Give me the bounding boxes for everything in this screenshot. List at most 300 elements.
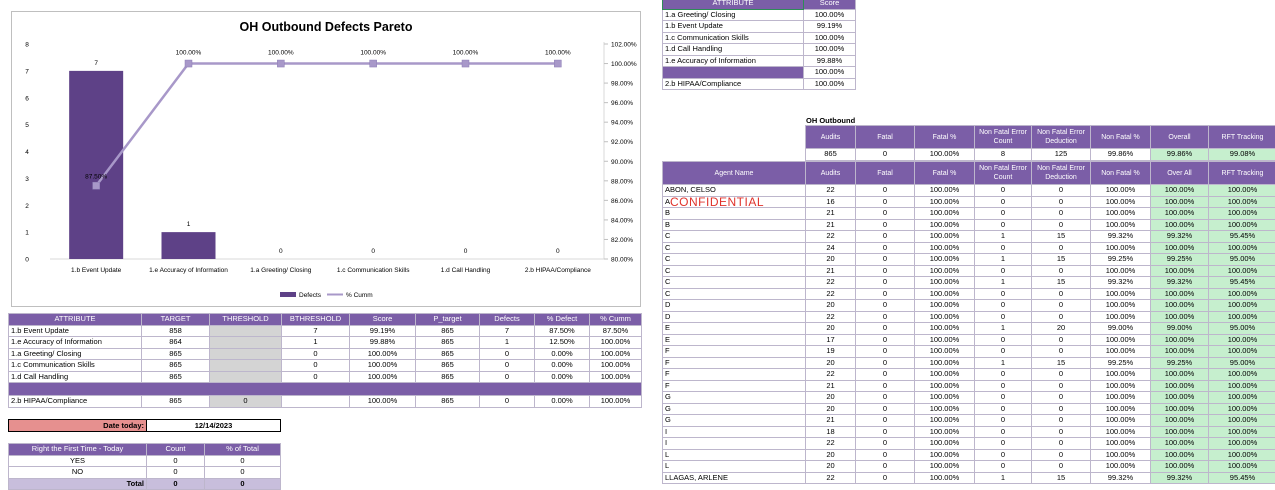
- attr-cell[interactable]: 0.00%: [535, 348, 590, 360]
- agent-cell[interactable]: 0: [1032, 346, 1091, 358]
- agent-cell[interactable]: 0: [1032, 380, 1091, 392]
- agent-cell[interactable]: 19: [806, 346, 856, 358]
- agent-cell[interactable]: 100.00%: [915, 323, 975, 335]
- rft-yes-pct[interactable]: 0: [205, 455, 281, 467]
- agent-cell[interactable]: 99.00%: [1091, 323, 1151, 335]
- agent-cell[interactable]: 0: [1032, 265, 1091, 277]
- agent-name[interactable]: C: [663, 254, 806, 266]
- agent-cell[interactable]: 100.00%: [1091, 380, 1151, 392]
- attr-cell[interactable]: 87.50%: [535, 325, 590, 337]
- summary-value[interactable]: 99.86%: [1151, 149, 1209, 161]
- agent-name[interactable]: C: [663, 265, 806, 277]
- agent-cell[interactable]: 100.00%: [1091, 288, 1151, 300]
- attr-cell[interactable]: 865: [142, 348, 210, 360]
- agent-cell[interactable]: 100.00%: [1091, 300, 1151, 312]
- attr-cell[interactable]: 0: [282, 360, 350, 372]
- agent-cell[interactable]: 100.00%: [915, 196, 975, 208]
- agent-name[interactable]: C: [663, 288, 806, 300]
- agent-cell[interactable]: 24: [806, 242, 856, 254]
- agent-name[interactable]: C: [663, 242, 806, 254]
- agent-name[interactable]: B: [663, 219, 806, 231]
- agent-cell[interactable]: 99.25%: [1091, 357, 1151, 369]
- agent-cell[interactable]: 22: [806, 311, 856, 323]
- agent-cell[interactable]: 22: [806, 185, 856, 197]
- agent-cell[interactable]: 0: [975, 461, 1032, 473]
- attr-cell[interactable]: 100.00%: [590, 337, 642, 349]
- summary-value[interactable]: 99.08%: [1209, 149, 1275, 161]
- agent-cell[interactable]: 0: [1032, 185, 1091, 197]
- agent-cell[interactable]: 100.00%: [915, 357, 975, 369]
- attr-cell[interactable]: 865: [416, 396, 480, 408]
- agent-cell[interactable]: 20: [806, 357, 856, 369]
- agent-cell[interactable]: 0: [856, 277, 915, 289]
- agent-name[interactable]: G: [663, 392, 806, 404]
- attr-cell[interactable]: 858: [142, 325, 210, 337]
- agent-cell[interactable]: 21: [806, 415, 856, 427]
- attr-cell[interactable]: [282, 396, 350, 408]
- agent-cell[interactable]: 100.00%: [915, 277, 975, 289]
- agent-cell[interactable]: 0: [1032, 311, 1091, 323]
- agent-cell[interactable]: 100.00%: [1209, 300, 1275, 312]
- agent-cell[interactable]: 100.00%: [915, 288, 975, 300]
- agent-cell[interactable]: 0: [975, 311, 1032, 323]
- agent-cell[interactable]: 15: [1032, 254, 1091, 266]
- agent-cell[interactable]: 22: [806, 438, 856, 450]
- agent-cell[interactable]: 0: [975, 380, 1032, 392]
- agent-cell[interactable]: 0: [856, 254, 915, 266]
- attr-cell[interactable]: 100.00%: [590, 371, 642, 383]
- attr-cell[interactable]: 865: [142, 396, 210, 408]
- agent-cell[interactable]: 100.00%: [1209, 426, 1275, 438]
- agent-cell[interactable]: 100.00%: [1151, 311, 1209, 323]
- attr-cell[interactable]: 0: [480, 396, 535, 408]
- agent-cell[interactable]: 100.00%: [915, 311, 975, 323]
- agent-cell[interactable]: 20: [806, 461, 856, 473]
- agent-cell[interactable]: 100.00%: [915, 334, 975, 346]
- attr-cell[interactable]: 0: [282, 371, 350, 383]
- agent-cell[interactable]: 100.00%: [1209, 334, 1275, 346]
- attr-cell[interactable]: 100.00%: [350, 396, 416, 408]
- agent-cell[interactable]: 0: [975, 208, 1032, 220]
- agent-cell[interactable]: 0: [1032, 242, 1091, 254]
- attr-cell[interactable]: 865: [416, 325, 480, 337]
- agent-name[interactable]: L: [663, 449, 806, 461]
- agent-cell[interactable]: 100.00%: [915, 346, 975, 358]
- agent-name[interactable]: B: [663, 208, 806, 220]
- agent-cell[interactable]: 22: [806, 277, 856, 289]
- agent-cell[interactable]: 1: [975, 254, 1032, 266]
- agent-cell[interactable]: 0: [856, 415, 915, 427]
- agent-cell[interactable]: 99.00%: [1151, 323, 1209, 335]
- agent-cell[interactable]: 0: [1032, 196, 1091, 208]
- agent-cell[interactable]: 15: [1032, 231, 1091, 243]
- agent-name[interactable]: G: [663, 415, 806, 427]
- agent-cell[interactable]: 0: [1032, 403, 1091, 415]
- agent-cell[interactable]: 0: [856, 357, 915, 369]
- agent-cell[interactable]: 100.00%: [1151, 426, 1209, 438]
- agent-cell[interactable]: 100.00%: [1151, 219, 1209, 231]
- agent-cell[interactable]: 100.00%: [1091, 196, 1151, 208]
- agent-cell[interactable]: 100.00%: [1091, 242, 1151, 254]
- score-value[interactable]: 99.88%: [804, 55, 856, 67]
- score-band-value[interactable]: 100.00%: [804, 67, 856, 79]
- agent-name[interactable]: A: [663, 196, 806, 208]
- agent-cell[interactable]: 0: [975, 334, 1032, 346]
- attr-cell[interactable]: 100.00%: [590, 348, 642, 360]
- agent-cell[interactable]: 20: [806, 323, 856, 335]
- score-value[interactable]: 99.19%: [804, 21, 856, 33]
- agent-cell[interactable]: 100.00%: [915, 185, 975, 197]
- attr-cell[interactable]: [210, 337, 282, 349]
- agent-cell[interactable]: 0: [975, 288, 1032, 300]
- agent-cell[interactable]: 100.00%: [1151, 196, 1209, 208]
- agent-cell[interactable]: 0: [856, 208, 915, 220]
- agent-name[interactable]: F: [663, 346, 806, 358]
- agent-cell[interactable]: 0: [856, 323, 915, 335]
- agent-cell[interactable]: 0: [856, 311, 915, 323]
- agent-cell[interactable]: 100.00%: [1209, 438, 1275, 450]
- agent-cell[interactable]: 100.00%: [1209, 311, 1275, 323]
- agent-cell[interactable]: 100.00%: [1151, 392, 1209, 404]
- attr-cell[interactable]: 0.00%: [535, 371, 590, 383]
- agent-cell[interactable]: 100.00%: [1091, 461, 1151, 473]
- agent-cell[interactable]: 99.32%: [1091, 231, 1151, 243]
- attr-cell[interactable]: [210, 360, 282, 372]
- agent-cell[interactable]: 100.00%: [915, 426, 975, 438]
- score-value[interactable]: 100.00%: [804, 44, 856, 56]
- rft-total-count[interactable]: 0: [147, 478, 205, 490]
- agent-cell[interactable]: 99.32%: [1151, 231, 1209, 243]
- agent-cell[interactable]: 0: [975, 438, 1032, 450]
- agent-cell[interactable]: 95.00%: [1209, 357, 1275, 369]
- agent-cell[interactable]: 100.00%: [915, 438, 975, 450]
- agent-cell[interactable]: 100.00%: [1209, 449, 1275, 461]
- agent-cell[interactable]: 15: [1032, 357, 1091, 369]
- agent-cell[interactable]: 99.25%: [1151, 357, 1209, 369]
- agent-cell[interactable]: 0: [856, 300, 915, 312]
- agent-cell[interactable]: 100.00%: [1091, 219, 1151, 231]
- agent-cell[interactable]: 95.00%: [1209, 254, 1275, 266]
- agent-cell[interactable]: 100.00%: [915, 208, 975, 220]
- agent-cell[interactable]: 20: [806, 254, 856, 266]
- attr-cell[interactable]: 7: [480, 325, 535, 337]
- agent-cell[interactable]: 0: [1032, 208, 1091, 220]
- agent-cell[interactable]: 100.00%: [1151, 346, 1209, 358]
- agent-cell[interactable]: 1: [975, 231, 1032, 243]
- agent-cell[interactable]: 100.00%: [1209, 461, 1275, 473]
- attr-cell[interactable]: 0: [282, 348, 350, 360]
- agent-cell[interactable]: 100.00%: [915, 265, 975, 277]
- attr-cell[interactable]: 99.19%: [350, 325, 416, 337]
- agent-cell[interactable]: 0: [1032, 288, 1091, 300]
- agent-cell[interactable]: 100.00%: [1209, 219, 1275, 231]
- agent-cell[interactable]: 100.00%: [1209, 196, 1275, 208]
- agent-cell[interactable]: 20: [806, 449, 856, 461]
- agent-cell[interactable]: 0: [1032, 438, 1091, 450]
- agent-cell[interactable]: 100.00%: [1091, 438, 1151, 450]
- agent-cell[interactable]: 100.00%: [915, 231, 975, 243]
- agent-cell[interactable]: 0: [1032, 461, 1091, 473]
- agent-cell[interactable]: 0: [975, 196, 1032, 208]
- attr-cell[interactable]: 0: [480, 348, 535, 360]
- agent-cell[interactable]: 0: [856, 185, 915, 197]
- agent-cell[interactable]: 100.00%: [1209, 242, 1275, 254]
- agent-cell[interactable]: 0: [1032, 449, 1091, 461]
- agent-cell[interactable]: 0: [856, 403, 915, 415]
- agent-cell[interactable]: 0: [856, 369, 915, 381]
- agent-cell[interactable]: 0: [856, 392, 915, 404]
- agent-cell[interactable]: 0: [975, 346, 1032, 358]
- agent-cell[interactable]: 0: [856, 196, 915, 208]
- attr-cell[interactable]: 0.00%: [535, 396, 590, 408]
- agent-cell[interactable]: 0: [975, 219, 1032, 231]
- agent-cell[interactable]: 0: [856, 242, 915, 254]
- agent-cell[interactable]: 100.00%: [1091, 334, 1151, 346]
- summary-value[interactable]: 125: [1032, 149, 1091, 161]
- agent-cell[interactable]: 100.00%: [915, 449, 975, 461]
- agent-cell[interactable]: 100.00%: [1151, 461, 1209, 473]
- agent-cell[interactable]: 99.32%: [1091, 277, 1151, 289]
- attr-cell[interactable]: 865: [416, 360, 480, 372]
- date-value[interactable]: 12/14/2023: [147, 420, 281, 432]
- agent-name[interactable]: E: [663, 323, 806, 335]
- agent-cell[interactable]: 100.00%: [1209, 415, 1275, 427]
- agent-cell[interactable]: 100.00%: [1151, 438, 1209, 450]
- agent-cell[interactable]: 100.00%: [915, 472, 975, 484]
- agent-cell[interactable]: 100.00%: [1091, 369, 1151, 381]
- agent-cell[interactable]: 0: [1032, 219, 1091, 231]
- agent-cell[interactable]: 0: [975, 449, 1032, 461]
- attr-cell[interactable]: 0: [210, 396, 282, 408]
- attr-cell[interactable]: 0: [480, 371, 535, 383]
- attr-cell[interactable]: 7: [282, 325, 350, 337]
- agent-cell[interactable]: 100.00%: [1151, 334, 1209, 346]
- agent-cell[interactable]: 100.00%: [1209, 380, 1275, 392]
- agent-cell[interactable]: 99.32%: [1151, 277, 1209, 289]
- agent-name[interactable]: F: [663, 369, 806, 381]
- agent-cell[interactable]: 0: [856, 472, 915, 484]
- agent-cell[interactable]: 100.00%: [1209, 288, 1275, 300]
- agent-cell[interactable]: 0: [856, 380, 915, 392]
- agent-cell[interactable]: 0: [975, 242, 1032, 254]
- agent-name[interactable]: C: [663, 277, 806, 289]
- agent-cell[interactable]: 22: [806, 369, 856, 381]
- attr-cell[interactable]: 100.00%: [350, 371, 416, 383]
- agent-name[interactable]: C: [663, 231, 806, 243]
- attr-cell[interactable]: 865: [416, 348, 480, 360]
- agent-cell[interactable]: 95.45%: [1209, 472, 1275, 484]
- agent-cell[interactable]: 0: [975, 392, 1032, 404]
- agent-cell[interactable]: 0: [1032, 415, 1091, 427]
- agent-cell[interactable]: 95.45%: [1209, 277, 1275, 289]
- summary-value[interactable]: 100.00%: [915, 149, 975, 161]
- summary-value[interactable]: 8: [975, 149, 1032, 161]
- agent-cell[interactable]: 0: [856, 334, 915, 346]
- agent-cell[interactable]: 100.00%: [1209, 369, 1275, 381]
- agent-cell[interactable]: 100.00%: [1209, 208, 1275, 220]
- attr-cell[interactable]: 100.00%: [590, 360, 642, 372]
- agent-cell[interactable]: 100.00%: [1151, 242, 1209, 254]
- attr-cell[interactable]: 865: [142, 360, 210, 372]
- agent-cell[interactable]: 100.00%: [1151, 265, 1209, 277]
- agent-cell[interactable]: 100.00%: [1091, 311, 1151, 323]
- agent-cell[interactable]: 15: [1032, 277, 1091, 289]
- agent-cell[interactable]: 0: [975, 300, 1032, 312]
- agent-name[interactable]: E: [663, 334, 806, 346]
- agent-cell[interactable]: 99.25%: [1091, 254, 1151, 266]
- agent-cell[interactable]: 100.00%: [1091, 449, 1151, 461]
- agent-cell[interactable]: 0: [975, 403, 1032, 415]
- agent-cell[interactable]: 20: [806, 392, 856, 404]
- agent-cell[interactable]: 100.00%: [1091, 426, 1151, 438]
- agent-cell[interactable]: 0: [856, 438, 915, 450]
- agent-cell[interactable]: 100.00%: [1151, 208, 1209, 220]
- agent-cell[interactable]: 100.00%: [1091, 415, 1151, 427]
- agent-cell[interactable]: 0: [975, 265, 1032, 277]
- attr-cell[interactable]: [210, 348, 282, 360]
- agent-name[interactable]: D: [663, 311, 806, 323]
- agent-name[interactable]: ABON, CELSO: [663, 185, 806, 197]
- agent-cell[interactable]: 100.00%: [1151, 288, 1209, 300]
- agent-cell[interactable]: 100.00%: [915, 415, 975, 427]
- agent-cell[interactable]: 100.00%: [915, 254, 975, 266]
- attr-cell[interactable]: 87.50%: [590, 325, 642, 337]
- agent-cell[interactable]: 0: [1032, 426, 1091, 438]
- agent-cell[interactable]: 100.00%: [1151, 415, 1209, 427]
- agent-cell[interactable]: 100.00%: [1209, 392, 1275, 404]
- agent-cell[interactable]: 99.32%: [1091, 472, 1151, 484]
- agent-cell[interactable]: 16: [806, 196, 856, 208]
- agent-cell[interactable]: 1: [975, 472, 1032, 484]
- agent-cell[interactable]: 99.25%: [1151, 254, 1209, 266]
- agent-cell[interactable]: 100.00%: [1091, 346, 1151, 358]
- agent-cell[interactable]: 100.00%: [1209, 185, 1275, 197]
- agent-cell[interactable]: 0: [975, 369, 1032, 381]
- agent-cell[interactable]: 99.32%: [1151, 472, 1209, 484]
- agent-cell[interactable]: 0: [975, 426, 1032, 438]
- agent-cell[interactable]: 21: [806, 380, 856, 392]
- agent-cell[interactable]: 0: [856, 288, 915, 300]
- agent-cell[interactable]: 0: [856, 449, 915, 461]
- agent-cell[interactable]: 100.00%: [1091, 392, 1151, 404]
- agent-cell[interactable]: 100.00%: [1209, 403, 1275, 415]
- agent-cell[interactable]: 22: [806, 472, 856, 484]
- agent-cell[interactable]: 100.00%: [915, 461, 975, 473]
- attr-cell[interactable]: 1: [282, 337, 350, 349]
- attr-cell[interactable]: [210, 371, 282, 383]
- agent-cell[interactable]: 100.00%: [915, 369, 975, 381]
- agent-cell[interactable]: 100.00%: [1209, 346, 1275, 358]
- agent-name[interactable]: I: [663, 426, 806, 438]
- agent-cell[interactable]: 21: [806, 208, 856, 220]
- agent-cell[interactable]: 100.00%: [1091, 185, 1151, 197]
- agent-cell[interactable]: 100.00%: [915, 403, 975, 415]
- agent-name[interactable]: I: [663, 438, 806, 450]
- agent-cell[interactable]: 0: [975, 185, 1032, 197]
- agent-cell[interactable]: 0: [856, 461, 915, 473]
- agent-cell[interactable]: 95.45%: [1209, 231, 1275, 243]
- agent-cell[interactable]: 22: [806, 288, 856, 300]
- agent-cell[interactable]: 18: [806, 426, 856, 438]
- attr-cell[interactable]: 0: [480, 360, 535, 372]
- agent-cell[interactable]: 0: [856, 231, 915, 243]
- agent-cell[interactable]: 20: [1032, 323, 1091, 335]
- agent-cell[interactable]: 21: [806, 219, 856, 231]
- agent-cell[interactable]: 21: [806, 265, 856, 277]
- summary-value[interactable]: 99.86%: [1091, 149, 1151, 161]
- agent-cell[interactable]: 100.00%: [915, 300, 975, 312]
- rft-total-pct[interactable]: 0: [205, 478, 281, 490]
- agent-cell[interactable]: 20: [806, 300, 856, 312]
- attr-cell[interactable]: 864: [142, 337, 210, 349]
- agent-cell[interactable]: 100.00%: [1151, 369, 1209, 381]
- agent-name[interactable]: D: [663, 300, 806, 312]
- agent-cell[interactable]: 0: [1032, 300, 1091, 312]
- agent-cell[interactable]: 0: [856, 265, 915, 277]
- agent-cell[interactable]: 0: [1032, 369, 1091, 381]
- attr-cell[interactable]: [210, 325, 282, 337]
- agent-cell[interactable]: 100.00%: [1151, 380, 1209, 392]
- agent-cell[interactable]: 100.00%: [1209, 265, 1275, 277]
- attr-cell[interactable]: 100.00%: [350, 348, 416, 360]
- agent-cell[interactable]: 0: [1032, 334, 1091, 346]
- agent-cell[interactable]: 0: [856, 346, 915, 358]
- agent-name[interactable]: F: [663, 357, 806, 369]
- summary-value[interactable]: 865: [806, 149, 856, 161]
- agent-name[interactable]: LLAGAS, ARLENE: [663, 472, 806, 484]
- agent-cell[interactable]: 0: [856, 426, 915, 438]
- agent-cell[interactable]: 100.00%: [1151, 300, 1209, 312]
- rft-no-count[interactable]: 0: [147, 467, 205, 479]
- rft-yes-count[interactable]: 0: [147, 455, 205, 467]
- rft-no-pct[interactable]: 0: [205, 467, 281, 479]
- attr-cell[interactable]: 865: [416, 371, 480, 383]
- score-value[interactable]: 100.00%: [804, 9, 856, 21]
- attr-cell[interactable]: 865: [416, 337, 480, 349]
- agent-cell[interactable]: 100.00%: [1091, 403, 1151, 415]
- agent-cell[interactable]: 1: [975, 357, 1032, 369]
- agent-cell[interactable]: 95.00%: [1209, 323, 1275, 335]
- agent-cell[interactable]: 100.00%: [1091, 208, 1151, 220]
- agent-cell[interactable]: 15: [1032, 472, 1091, 484]
- agent-name[interactable]: L: [663, 461, 806, 473]
- attr-cell[interactable]: 12.50%: [535, 337, 590, 349]
- agent-cell[interactable]: 100.00%: [915, 392, 975, 404]
- agent-cell[interactable]: 100.00%: [915, 380, 975, 392]
- agent-cell[interactable]: 100.00%: [1091, 265, 1151, 277]
- agent-name[interactable]: F: [663, 380, 806, 392]
- agent-cell[interactable]: 0: [975, 415, 1032, 427]
- attr-cell[interactable]: 99.88%: [350, 337, 416, 349]
- agent-name[interactable]: G: [663, 403, 806, 415]
- attr-cell[interactable]: 100.00%: [350, 360, 416, 372]
- agent-cell[interactable]: 100.00%: [1151, 403, 1209, 415]
- agent-cell[interactable]: 0: [1032, 392, 1091, 404]
- attr-cell[interactable]: 865: [142, 371, 210, 383]
- agent-cell[interactable]: 1: [975, 277, 1032, 289]
- score-last-value[interactable]: 100.00%: [804, 78, 856, 90]
- attr-cell[interactable]: 0.00%: [535, 360, 590, 372]
- agent-cell[interactable]: 17: [806, 334, 856, 346]
- attr-cell[interactable]: 100.00%: [590, 396, 642, 408]
- agent-cell[interactable]: 100.00%: [915, 242, 975, 254]
- agent-cell[interactable]: 100.00%: [1151, 449, 1209, 461]
- score-value[interactable]: 100.00%: [804, 32, 856, 44]
- agent-cell[interactable]: 20: [806, 403, 856, 415]
- agent-cell[interactable]: 22: [806, 231, 856, 243]
- agent-cell[interactable]: 1: [975, 323, 1032, 335]
- attr-cell[interactable]: 1: [480, 337, 535, 349]
